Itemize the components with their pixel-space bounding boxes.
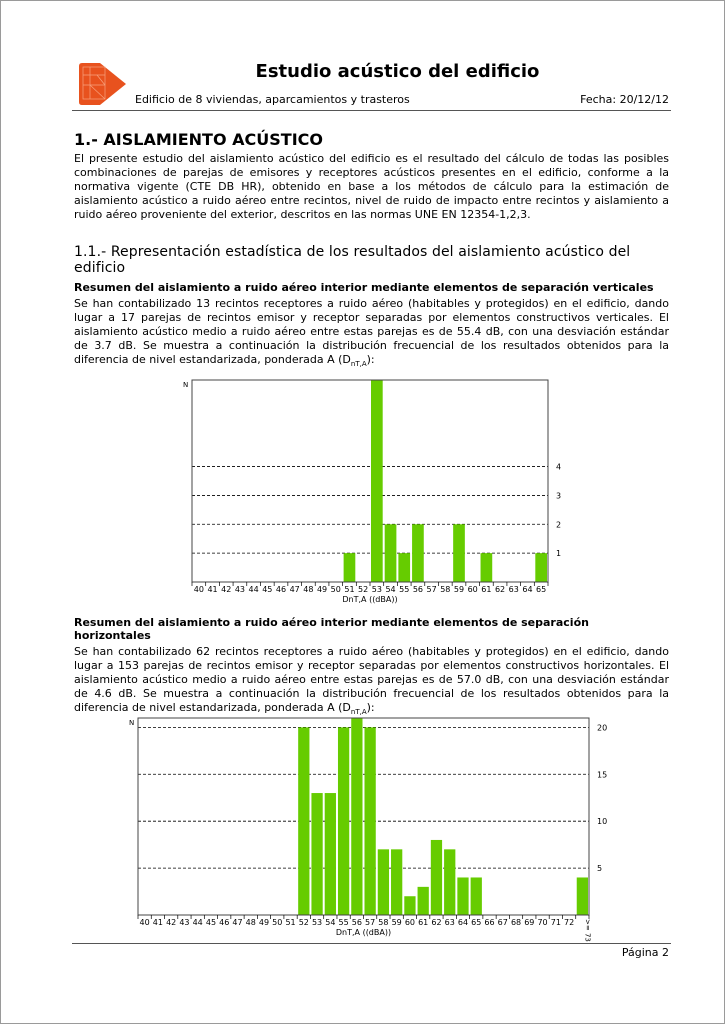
x-tick-label: 51	[344, 585, 355, 594]
x-tick-label: 46	[219, 918, 230, 927]
x-tick-label: 70	[537, 918, 548, 927]
header-divider	[72, 110, 671, 111]
x-tick-label: 60	[467, 585, 478, 594]
x-tick-label: 48	[245, 918, 256, 927]
x-tick-label: 69	[524, 918, 535, 927]
x-tick-label: 65	[536, 585, 547, 594]
y-tick-label: 4	[556, 462, 562, 472]
x-tick-label: 47	[289, 585, 300, 594]
bar-65	[471, 877, 482, 915]
x-tick-label: 48	[303, 585, 314, 594]
horizontal-text-tail: ):	[366, 701, 375, 714]
bar-51	[344, 553, 356, 582]
bar-55	[338, 727, 349, 915]
x-tick-label: 56	[412, 585, 424, 594]
vertical-text-body: Se han contabilizado 13 recintos receptores a ruido aéreo (habitables y protegidos) en el edificio, dando lugar a 17 parejas de recintos emisor y receptor separadas por elementos constructivos verticales. El aislamiento acústico medio a ruido aéreo entre estas parejas es de 55.4 dB, con una desviación estándar de 3.7 dB. Se muestra a continuación la distribución frecuencial de los resultados obtenidos para la diferencia de nivel estandarizada, ponderada A (D	[74, 297, 669, 366]
x-tick-label: 62	[494, 585, 506, 594]
horizontal-histogram-chart	[128, 712, 618, 952]
x-tick-label: 45	[205, 918, 217, 927]
document-title: Estudio acústico del edificio	[255, 61, 540, 82]
bar-52	[298, 727, 309, 915]
y-tick-label: 1	[556, 549, 562, 559]
bar-53	[311, 793, 322, 915]
x-tick-label: 61	[481, 585, 492, 594]
y-tick-label: 2	[556, 520, 562, 530]
bar-61	[481, 553, 493, 582]
horizontal-summary-heading: Resumen del aislamiento a ruido aéreo interior mediante elementos de separación horizontales	[74, 616, 589, 642]
y-axis-label: N	[183, 381, 189, 389]
bar-58	[378, 849, 389, 915]
horizontal-text-body: Se han contabilizado 62 recintos receptores a ruido aéreo (habitables y protegidos) en el edificio, dando lugar a 153 parejas de recintos emisor y receptor separadas por elementos constructivos horizontales. El aislamiento acústico medio a ruido aéreo entre estas parejas es de 57.0 dB, con una desviación estándar de 4.6 dB. Se muestra a continuación la distribución frecuencial de los resultados obtenidos para la diferencia de nivel estandarizada, ponderada A (D	[74, 645, 669, 714]
x-tick-label: 51	[285, 918, 296, 927]
page-number: Página 2	[621, 946, 669, 959]
x-tick-label: 47	[232, 918, 243, 927]
bar-60	[404, 896, 415, 915]
x-tick-label: 49	[316, 585, 328, 594]
section-1	[74, 130, 669, 222]
y-tick-label: 20	[597, 723, 608, 733]
bar-59	[453, 524, 465, 582]
x-tick-label: 67	[497, 918, 508, 927]
x-tick-label: 50	[272, 918, 283, 927]
vertical-text-tail: ):	[366, 353, 375, 366]
bar-54	[385, 524, 397, 582]
horizontal-summary	[74, 616, 669, 719]
x-tick-label: 58	[440, 585, 451, 594]
vertical-histogram-chart	[180, 375, 580, 610]
footer-divider	[72, 943, 671, 944]
bar-56	[351, 718, 362, 915]
x-tick-label: 46	[275, 585, 287, 594]
x-tick-label: 54	[325, 918, 336, 927]
x-tick-label: 42	[221, 585, 232, 594]
bar-65	[535, 553, 547, 582]
bar->= 73	[577, 877, 588, 915]
x-tick-label: 45	[262, 585, 273, 594]
x-tick-label: 42	[166, 918, 177, 927]
bar-57	[365, 727, 376, 915]
x-tick-label: 41	[207, 585, 218, 594]
x-tick-label: 56	[351, 918, 362, 927]
x-tick-label: 41	[152, 918, 163, 927]
vertical-summary-heading: Resumen del aislamiento a ruido aéreo interior mediante elementos de separación verticales	[74, 281, 654, 294]
x-tick-label: 64	[522, 585, 533, 594]
bar-61	[418, 887, 429, 915]
bar-56	[412, 524, 424, 582]
x-tick-label: 60	[404, 918, 416, 927]
x-tick-label: 55	[399, 585, 410, 594]
document-subtitle: Edificio de 8 viviendas, aparcamientos y trasteros	[135, 93, 410, 106]
plot-frame	[192, 380, 548, 582]
x-tick-label: 54	[385, 585, 396, 594]
x-tick-label: 44	[192, 918, 203, 927]
x-tick-label: 59	[391, 918, 402, 927]
x-axis-label: DnT,A ((dBA))	[342, 595, 398, 604]
x-tick-label: 64	[457, 918, 469, 927]
x-tick-label: 63	[508, 585, 519, 594]
x-tick-label: 40	[139, 918, 150, 927]
x-tick-label: 49	[258, 918, 270, 927]
x-tick-label: 58	[378, 918, 389, 927]
x-tick-label: 65	[471, 918, 482, 927]
x-tick-label: 66	[484, 918, 495, 927]
plot-frame	[138, 718, 589, 915]
subsection-heading: 1.1.- Representación estadística de los resultados del aislamiento acústico del edificio	[74, 244, 631, 276]
x-tick-label: 50	[330, 585, 341, 594]
x-tick-label: 52	[358, 585, 369, 594]
bar-63	[444, 849, 455, 915]
y-axis-label: N	[129, 719, 135, 727]
x-tick-label: 44	[248, 585, 259, 594]
vertical-text-subscript: nT,A	[350, 360, 367, 369]
x-tick-label: 43	[179, 918, 190, 927]
section-intro: El presente estudio del aislamiento acústico del edificio es el resultado del cálculo de todas las posibles combinaciones de parejas de emisores y receptores acústicos presentes en el edificio, conforme a la normativa vigente (CTE DB HR), obtenido en base a los métodos de cálculo para la estimación de aislamiento acústico a ruido aéreo entre recintos, nivel de ruido de impacto entre recintos y aislamiento a ruido aéreo proveniente del exterior, descritos en las normas UNE EN 12354-1,2,3.	[74, 152, 669, 221]
section-heading: 1.- AISLAMIENTO ACÚSTICO	[74, 130, 323, 149]
y-tick-label: 3	[556, 491, 562, 501]
horizontal-text-subscript: nT,A	[350, 708, 367, 717]
bar-53	[371, 380, 383, 582]
x-tick-label: 43	[234, 585, 246, 594]
x-tick-label: 59	[453, 585, 465, 594]
vertical-summary-text	[74, 297, 669, 371]
x-tick-label: 57	[426, 585, 437, 594]
y-tick-label: 10	[597, 817, 608, 827]
x-tick-label: 72	[564, 918, 575, 927]
bar-59	[391, 849, 402, 915]
x-tick-label: 53	[371, 585, 382, 594]
document-date: Fecha: 20/12/12	[580, 93, 669, 106]
x-tick-label: 61	[418, 918, 429, 927]
bar-54	[325, 793, 336, 915]
x-tick-label: 63	[444, 918, 455, 927]
horizontal-summary-text	[74, 645, 669, 719]
x-tick-label: 40	[193, 585, 204, 594]
x-tick-label: 57	[365, 918, 376, 927]
bar-62	[431, 840, 442, 915]
bar-55	[398, 553, 410, 582]
section-1-1	[74, 244, 669, 371]
x-tick-label: 53	[311, 918, 323, 927]
x-tick-label: 52	[298, 918, 309, 927]
x-tick-label: 71	[550, 918, 561, 927]
x-axis-label: DnT,A ((dBA))	[335, 928, 392, 937]
bar-64	[457, 877, 468, 915]
x-tick-label: >= 73	[583, 919, 592, 942]
y-tick-label: 5	[597, 864, 603, 874]
x-tick-label: 55	[338, 918, 349, 927]
y-tick-label: 15	[597, 770, 608, 780]
x-tick-label: 68	[510, 918, 522, 927]
x-tick-label: 62	[431, 918, 442, 927]
